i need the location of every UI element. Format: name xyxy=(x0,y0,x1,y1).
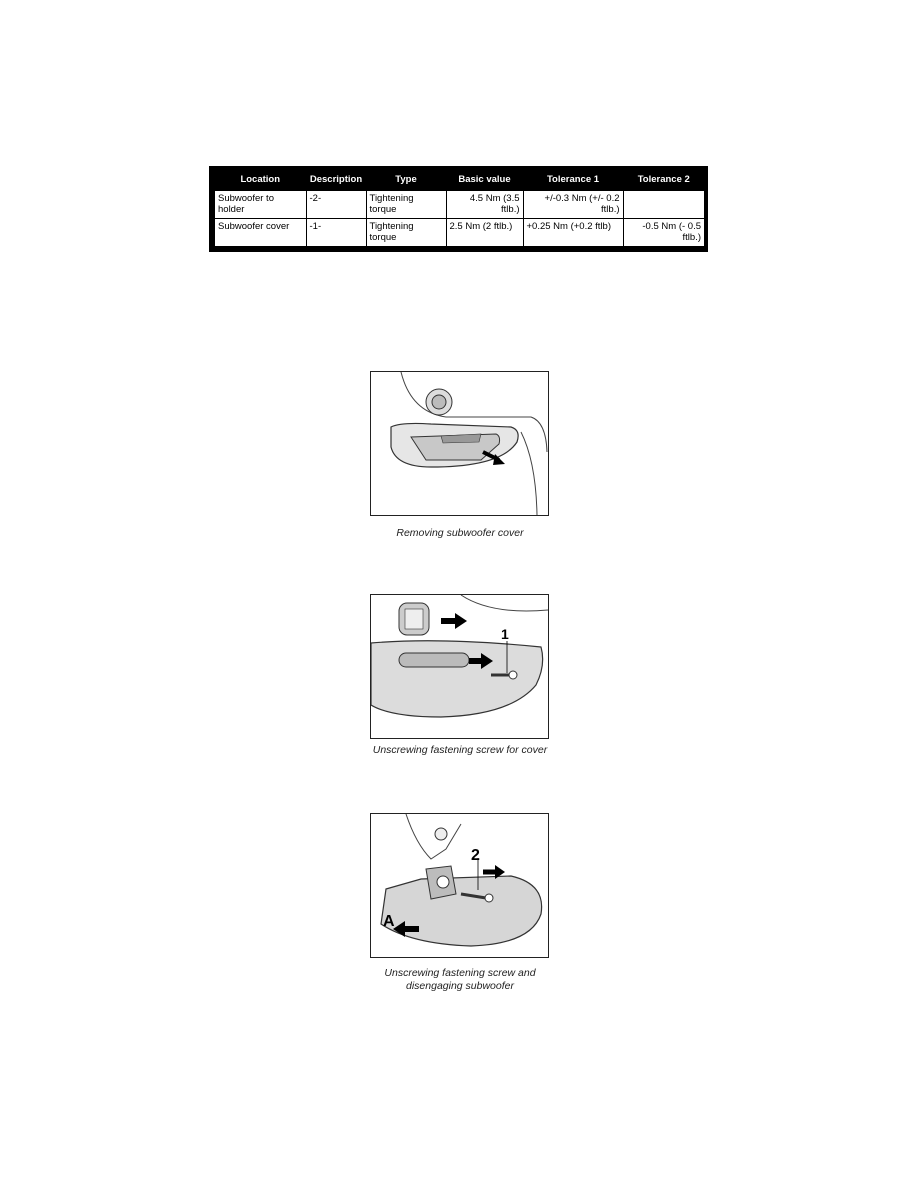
figure-disengage-subwoofer xyxy=(370,813,549,958)
cell-location: Subwoofer cover xyxy=(214,219,306,248)
col-header-basic-value: Basic value xyxy=(446,171,523,191)
cell-tolerance-2: -0.5 Nm (- 0.5 ftlb.) xyxy=(623,219,705,248)
table-header-row xyxy=(214,171,705,191)
callout-label-2: 2 xyxy=(471,847,480,864)
cell-description: -1- xyxy=(306,219,366,248)
cell-location: Subwoofer to holder xyxy=(214,191,306,219)
table-row xyxy=(214,219,705,248)
subwoofer-cover-illustration xyxy=(371,372,548,515)
callout-label-1: 1 xyxy=(501,626,509,642)
figure-removing-cover xyxy=(370,371,549,516)
cell-tolerance-2 xyxy=(623,191,705,219)
col-header-type: Type xyxy=(366,171,446,191)
col-header-tolerance-1: Tolerance 1 xyxy=(523,171,623,191)
caption-line-1: Unscrewing fastening screw and xyxy=(384,967,536,979)
subwoofer-disengage-illustration xyxy=(371,814,548,957)
spec-table xyxy=(213,170,706,248)
cell-description: -2- xyxy=(306,191,366,219)
figure-unscrew-cover xyxy=(370,594,549,739)
table-row xyxy=(214,191,705,219)
col-header-location: Location xyxy=(214,171,306,191)
col-header-description: Description xyxy=(306,171,366,191)
cell-tolerance-1: +/-0.3 Nm (+/- 0.2 ftlb.) xyxy=(523,191,623,219)
cell-type: Tightening torque xyxy=(366,191,446,219)
cover-screw-illustration xyxy=(371,595,548,738)
figure-caption xyxy=(340,967,580,993)
cell-basic-value: 2.5 Nm (2 ftlb.) xyxy=(446,219,523,248)
cell-basic-value: 4.5 Nm (3.5 ftlb.) xyxy=(446,191,523,219)
figure-caption: Unscrewing fastening screw for cover xyxy=(372,744,548,756)
figure-caption: Removing subwoofer cover xyxy=(396,527,524,539)
callout-label-a: A xyxy=(383,913,395,930)
caption-line-2: disengaging subwoofer xyxy=(406,980,514,992)
cell-tolerance-1: +0.25 Nm (+0.2 ftlb) xyxy=(523,219,623,248)
cell-type: Tightening torque xyxy=(366,219,446,248)
torque-spec-table xyxy=(209,166,708,252)
col-header-tolerance-2: Tolerance 2 xyxy=(623,171,705,191)
